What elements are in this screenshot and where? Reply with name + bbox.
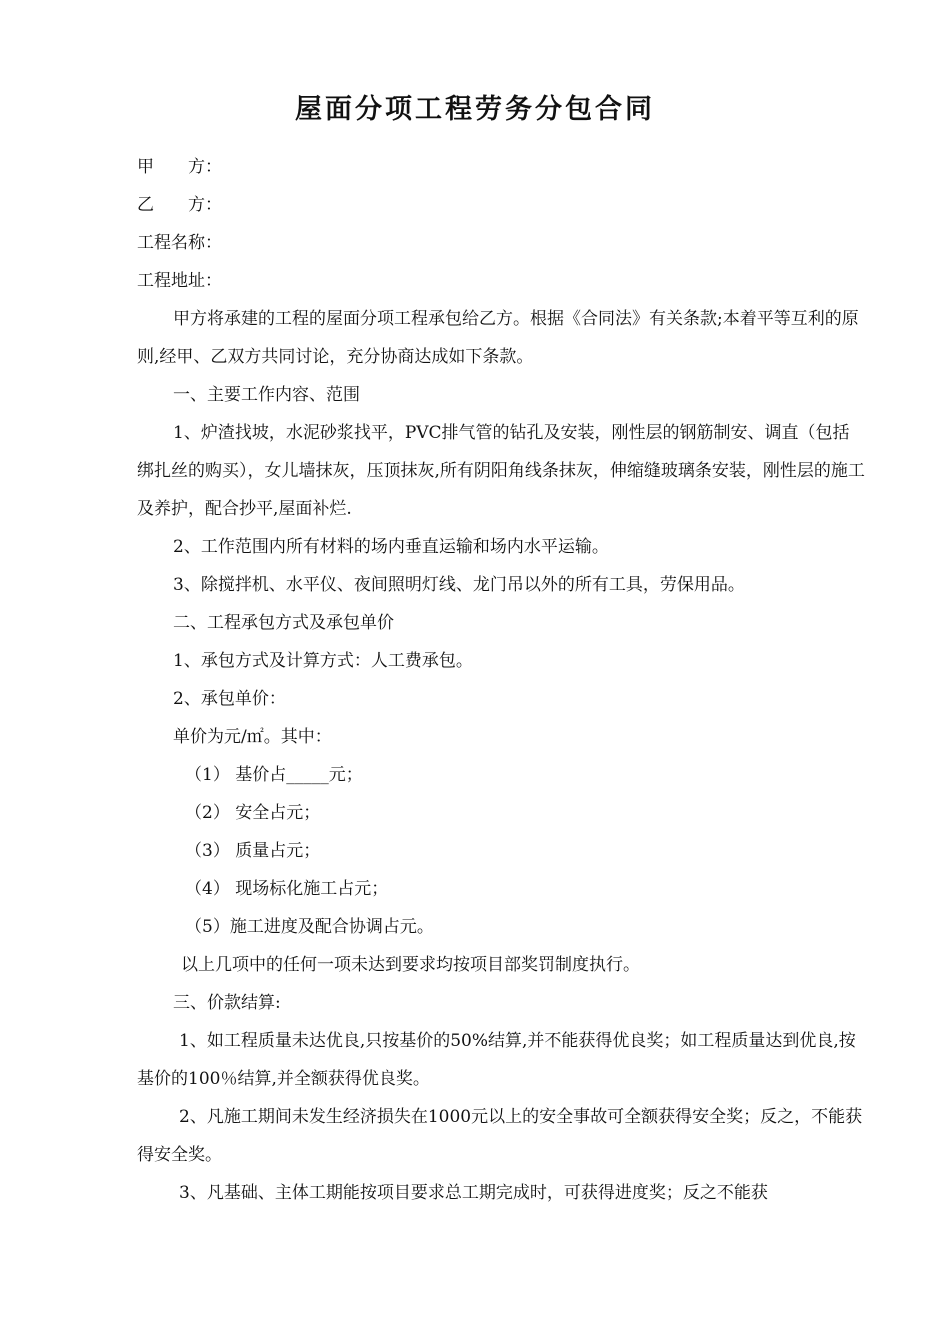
price-breakdown-item: （4） 现场标化施工占元； xyxy=(185,879,389,899)
document-body xyxy=(137,148,865,1212)
project-address-field: 工程地址： xyxy=(137,271,222,291)
section3-item: 2、凡施工期间未发生经济损失在1000元以上的安全事故可全额获得安全奖；反之，不能获得安全奖。 xyxy=(137,1107,863,1165)
section1-item: 1、炉渣找坡，水泥砂浆找平，PVC排气管的钻孔及安装，刚性层的钢筋制安、调直（包括绑扎丝的购买），女儿墙抹灰，压顶抹灰,所有阴阳角线条抹灰，伸缩缝玻璃条安装，刚性层的施工及养护，配合抄平,屋面补烂. xyxy=(137,423,865,519)
section2-item: 1、承包方式及计算方式：人工费承包。 xyxy=(173,651,473,671)
section2-heading: 二、工程承包方式及承包单价 xyxy=(173,613,394,633)
section2-item: 2、承包单价： xyxy=(173,689,286,709)
section3-item: 1、如工程质量未达优良,只按基价的50%结算,并不能获得优良奖；如工程质量达到优良,按基价的100％结算,并全额获得优良奖。 xyxy=(137,1031,856,1089)
section2-note: 以上几项中的任何一项未达到要求均按项目部奖罚制度执行。 xyxy=(181,955,640,975)
price-breakdown-item: （5）施工进度及配合协调占元。 xyxy=(185,917,434,937)
document-title: 屋面分项工程劳务分包合同 xyxy=(295,94,655,125)
price-breakdown-item: （2） 安全占元； xyxy=(185,803,321,823)
price-breakdown-item: （3） 质量占元； xyxy=(185,841,321,861)
party-a-field: 甲 方： xyxy=(137,157,222,177)
section3-heading: 三、价款结算: xyxy=(173,993,281,1013)
party-b-field: 乙 方： xyxy=(137,195,222,215)
section1-item: 3、除搅拌机、水平仪、夜间照明灯线、龙门吊以外的所有工具，劳保用品。 xyxy=(173,575,745,595)
project-name-field: 工程名称： xyxy=(137,233,222,253)
intro-paragraph: 甲方将承建的工程的屋面分项工程承包给乙方。根据《合同法》有关条款;本着平等互利的原则,经甲、乙双方共同讨论，充分协商达成如下条款。 xyxy=(137,309,859,367)
section3-item: 3、凡基础、主体工期能按项目要求总工期完成时，可获得进度奖；反之不能获 xyxy=(179,1183,768,1203)
section1-item: 2、工作范围内所有材料的场内垂直运输和场内水平运输。 xyxy=(173,537,609,557)
unit-price-line: 单价为元/㎡。其中： xyxy=(173,727,332,747)
section1-heading: 一、主要工作内容、范围 xyxy=(173,385,360,405)
price-breakdown-item: （1） 基价占_____元； xyxy=(185,765,363,785)
